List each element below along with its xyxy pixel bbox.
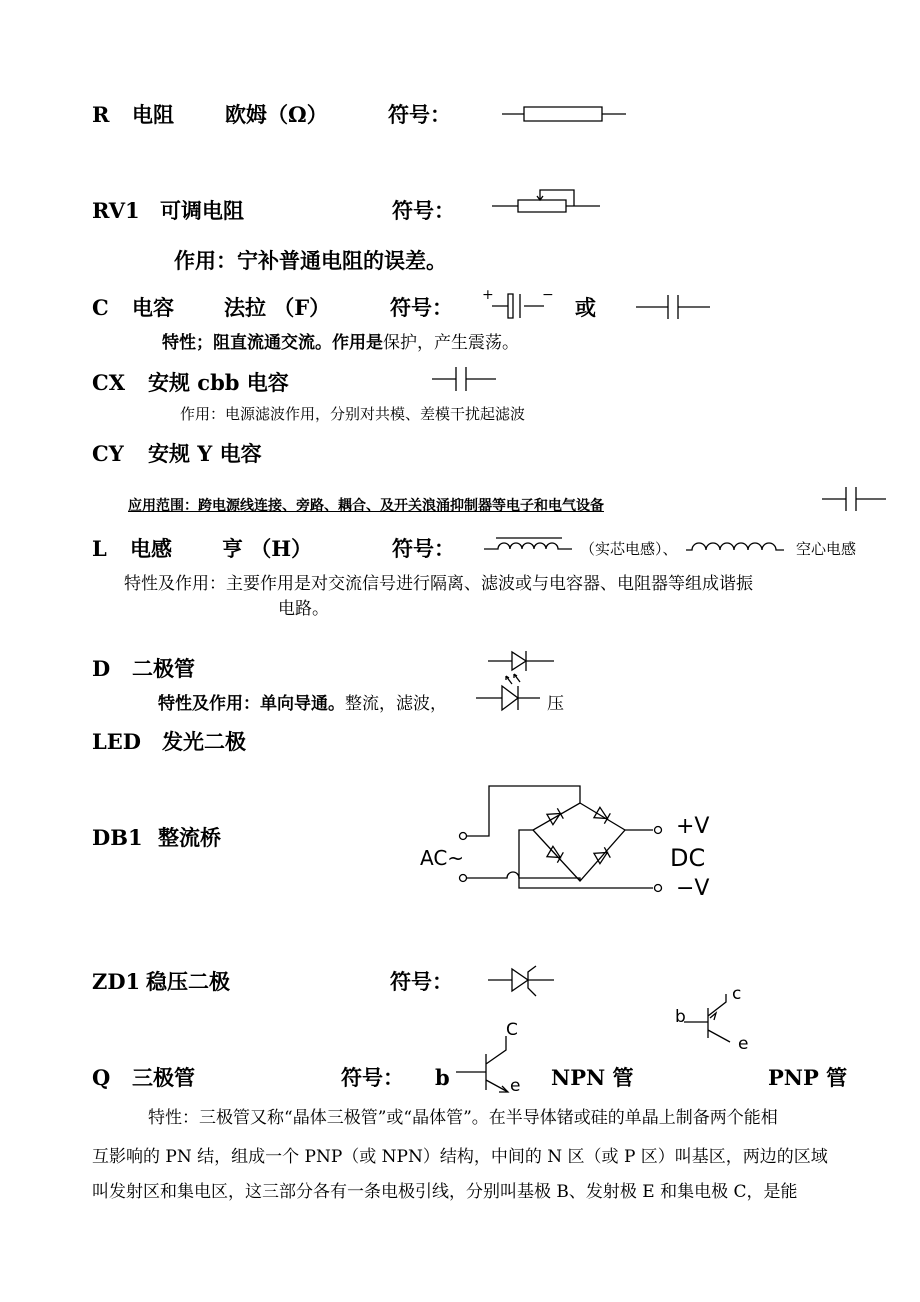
inductor-unit: 亨 （H） [222, 536, 313, 561]
ac-label: AC~ [420, 846, 465, 870]
transistor-paragraph-line3: 叫发射区和集电区，这三部分各有一条电极引线，分别叫基极 B、发射极 E 和集电极 C，是能 [92, 1182, 798, 1202]
capacitor-symbol-label: 符号： [390, 295, 453, 320]
led-name: 发光二极 [162, 729, 246, 754]
resistor-symbol [502, 104, 630, 124]
led-code: LED [92, 729, 141, 754]
capacitor-symbol [636, 294, 712, 320]
npn-c-pin: C [506, 1020, 518, 1040]
cy-code: CY [92, 441, 124, 466]
inductor-name: 电感 [130, 536, 172, 561]
air-core-label: 空心电感 [796, 540, 857, 558]
led-symbol [476, 674, 542, 712]
pnp-b-pin: b [675, 1007, 686, 1027]
npn-b-label: b [435, 1065, 450, 1090]
polarity-plus: + [482, 287, 494, 303]
plus-v-label: +V [676, 814, 710, 839]
capacitor-name: 电容 [132, 295, 174, 320]
resistor-symbol-label: 符号： [388, 102, 451, 127]
transistor-code: Q [92, 1065, 111, 1090]
diode-note-rest: 整流，滤波， [345, 694, 447, 714]
diode-symbol [488, 650, 556, 672]
diode-note-tail: 压 [547, 694, 564, 714]
transistor-paragraph-line2: 互影响的 PN 结，组成一个 PNP（或 NPN）结构，中间的 N 区（或 P 区）叫基区，两边的区域 [92, 1147, 828, 1167]
capacitor-code: C [92, 295, 109, 320]
pnp-c-pin: c [732, 984, 742, 1004]
capacitor-note [162, 335, 519, 352]
variable-resistor-symbol [492, 188, 602, 218]
diode-note [158, 696, 447, 713]
zener-code: ZD1 [92, 969, 141, 994]
cx-capacitor-symbol [432, 366, 498, 392]
inductor-note-line2: 电路。 [278, 599, 329, 619]
transistor-paragraph-line1: 特性：三极管又称“晶体三极管”或“晶体管”。在半导体锗或硅的单晶上制备两个能相 [148, 1108, 778, 1128]
diode-note-bold: 特性及作用：单向导通。 [158, 694, 345, 714]
varistor-name: 可调电阻 [160, 198, 244, 223]
minus-v-label: −V [676, 876, 710, 901]
varistor-symbol-label: 符号： [392, 198, 455, 223]
resistor-code: R [92, 102, 110, 127]
inductor-symbol-label: 符号： [392, 536, 455, 561]
pnp-label: PNP 管 [768, 1065, 848, 1090]
capacitor-or: 或 [575, 295, 596, 320]
bridge-name: 整流桥 [158, 825, 221, 850]
polarity-minus: − [542, 287, 554, 303]
cy-note: 应用范围：跨电源线连接、旁路、耦合、及开关浪涌抑制器等电子和电气设备 [128, 498, 604, 514]
npn-e-pin: e [510, 1076, 521, 1096]
npn-label: NPN 管 [551, 1065, 634, 1090]
diode-name: 二极管 [132, 656, 195, 681]
cx-name: 安规 cbb 电容 [148, 370, 289, 395]
resistor-name: 电阻 [132, 102, 174, 127]
cx-note: 作用：电源滤波作用，分别对共模、差模干扰起滤波 [180, 405, 526, 423]
capacitor-note-rest: 保护，产生震荡。 [383, 333, 519, 353]
solid-core-inductor-symbol [484, 536, 574, 556]
air-core-inductor-symbol [686, 538, 786, 554]
cy-name: 安规 Y 电容 [148, 441, 262, 466]
cx-code: CX [92, 370, 126, 395]
dc-label: DC [670, 844, 706, 872]
diode-code: D [92, 656, 111, 681]
pnp-e-pin: e [738, 1034, 749, 1054]
cy-capacitor-symbol [822, 486, 888, 512]
varistor-code: RV1 [92, 198, 140, 223]
transistor-symbol-label: 符号： [341, 1065, 404, 1090]
electrolytic-capacitor-symbol [492, 292, 552, 322]
zener-name: 稳压二极 [146, 969, 230, 994]
zener-symbol-label: 符号： [390, 969, 453, 994]
inductor-note-line1: 特性及作用：主要作用是对交流信号进行隔离、滤波或与电容器、电阻器等组成谐振 [124, 574, 753, 594]
inductor-code: L [92, 536, 107, 561]
transistor-name: 三极管 [132, 1065, 195, 1090]
bridge-code: DB1 [92, 825, 143, 850]
capacitor-unit: 法拉 （F） [224, 295, 331, 320]
capacitor-note-bold: 特性；阻直流通交流。作用是 [162, 333, 383, 353]
zener-diode-symbol [488, 962, 558, 998]
solid-core-label: （实芯电感）、 [580, 540, 678, 558]
resistor-unit: 欧姆（Ω） [225, 102, 328, 127]
varistor-note: 作用：宁补普通电阻的误差。 [174, 248, 447, 273]
